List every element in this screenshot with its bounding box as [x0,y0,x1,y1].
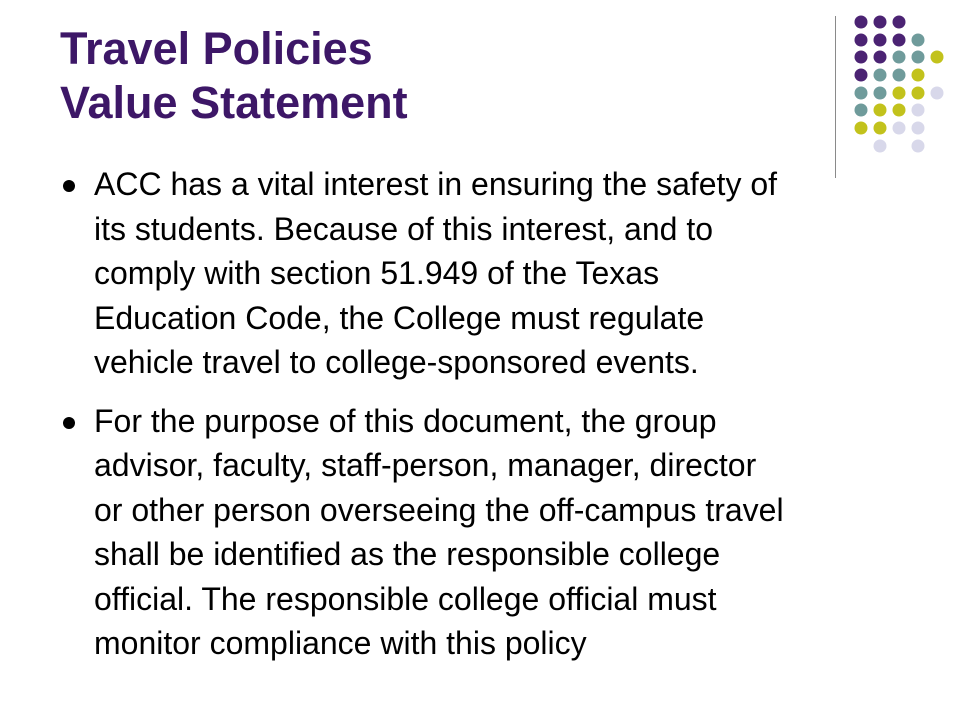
bullet-line: or other person overseeing the off-campus travel [94,491,784,528]
dot-purple [893,16,906,29]
dot-lavender [874,140,887,153]
dot-purple [893,34,906,47]
bullet-line: official. The responsible college official must [94,580,717,617]
dot-purple [855,34,868,47]
dot-lavender [893,122,906,135]
dot-teal [855,87,868,100]
dot-purple [855,69,868,82]
decorative-divider [835,16,836,178]
bullet-item [60,399,920,666]
dot-teal [912,34,925,47]
dot-olive [874,104,887,117]
dot-olive [893,87,906,100]
dot-teal [893,51,906,64]
bullet-dot-icon [63,417,75,429]
bullet-line: For the purpose of this document, the group [94,402,717,439]
dot-teal [874,87,887,100]
dot-olive [931,51,944,64]
dot-lavender [912,122,925,135]
dot-olive [912,69,925,82]
dot-purple [855,16,868,29]
dot-purple [874,16,887,29]
dot-purple [874,51,887,64]
dot-olive [874,122,887,135]
dot-olive [912,87,925,100]
dot-teal [912,51,925,64]
bullet-item [60,162,920,385]
bullet-dot-icon [63,180,75,192]
bullet-line: Education Code, the College must regulate [94,299,705,336]
bullet-line: ACC has a vital interest in ensuring the safety of [94,166,778,202]
title-line-1: Travel Policies [60,23,373,74]
dot-lavender [931,87,944,100]
dot-purple [874,34,887,47]
title-line-2: Value Statement [60,77,408,128]
dot-olive [855,122,868,135]
dot-olive [893,104,906,117]
slide-title [60,22,800,130]
bullet-line: monitor compliance with this policy [94,625,587,661]
dot-teal [893,69,906,82]
bullet-list [60,162,920,680]
bullet-line: its students. Because of this interest, and to [94,210,714,247]
dot-teal [855,104,868,117]
dot-lavender [912,104,925,117]
dot-purple [855,51,868,64]
bullet-line: comply with section 51.949 of the Texas [94,255,660,291]
dot-lavender [912,140,925,153]
bullet-line: vehicle travel to college-sponsored events. [94,344,699,380]
dot-teal [874,69,887,82]
bullet-line: shall be identified as the responsible college [94,536,721,572]
bullet-line: advisor, faculty, staff-person, manager, director [94,447,757,483]
